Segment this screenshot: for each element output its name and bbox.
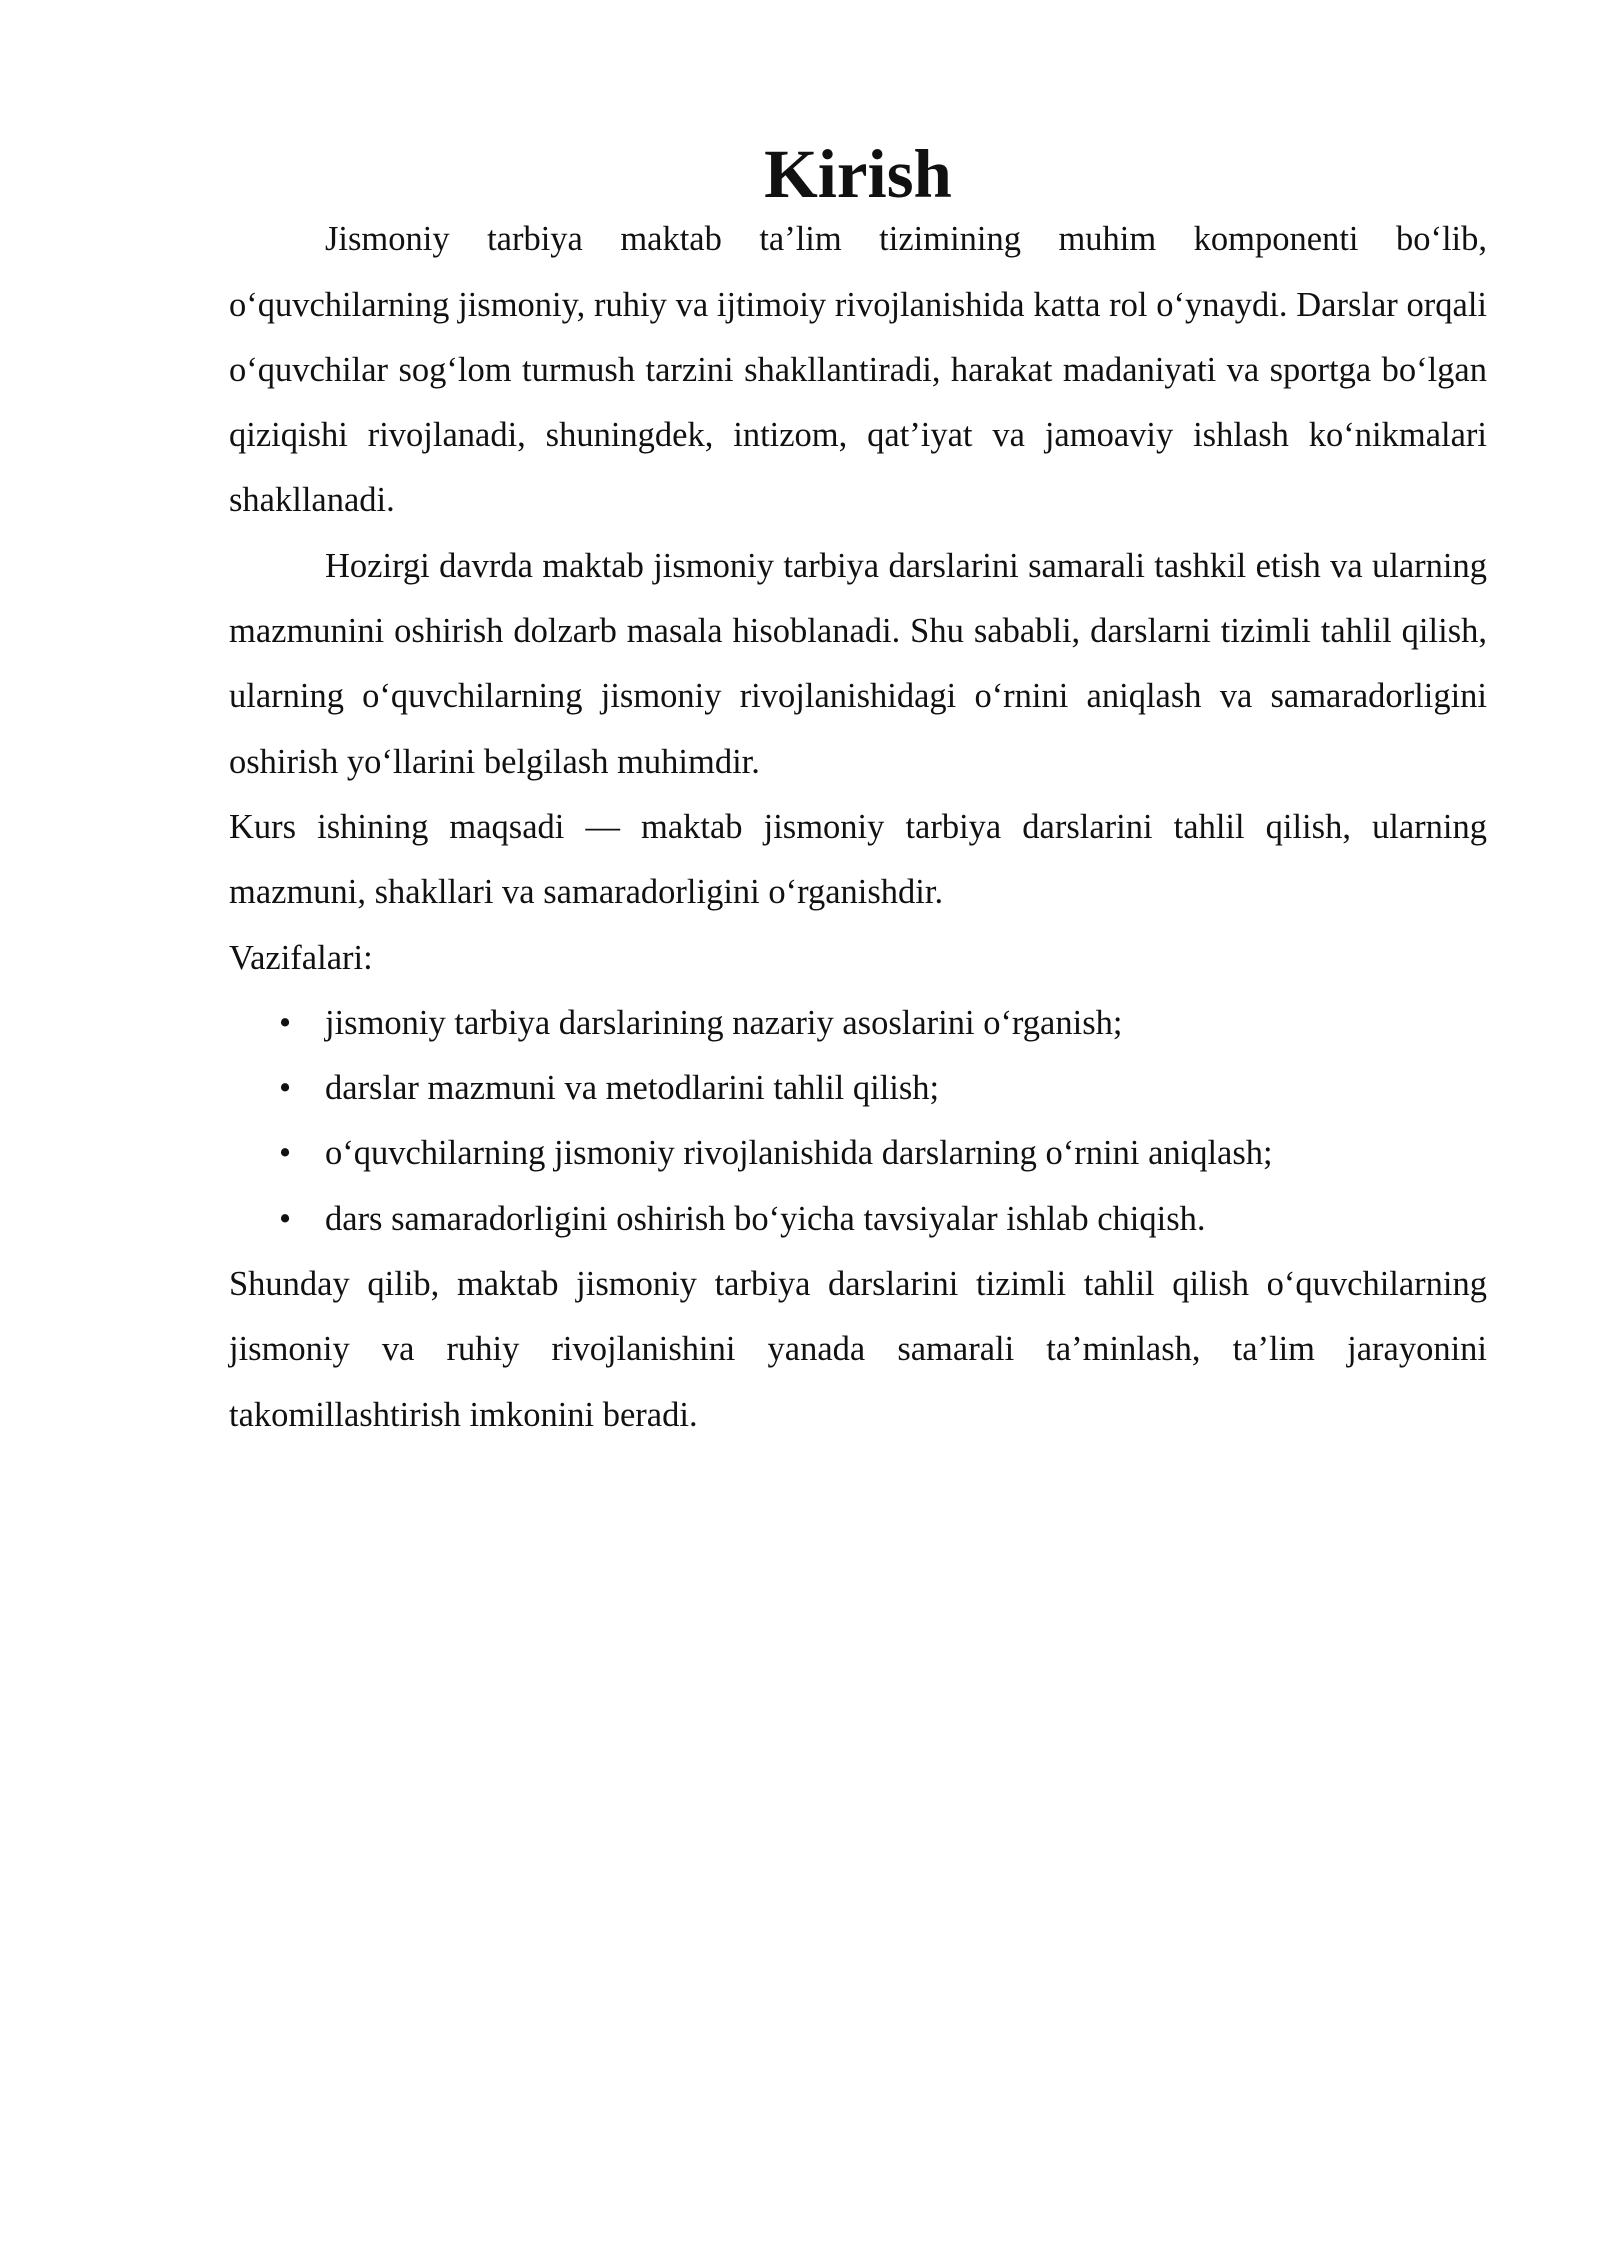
list-item [229,1187,1487,1252]
bullet-icon: • [279,1069,292,1108]
list-item-text: o‘quvchilarning jismoniy rivojlanishida darslarning o‘rnini aniqlash; [325,1134,1273,1173]
bullet-icon: • [279,1003,292,1042]
page-title: Kirish [764,136,952,212]
relevance-paragraph: Hozirgi davrda maktab jismoniy tarbiya darslarini samarali tashkil etish va ularning mazmunini oshirish dolzarb masala hisoblanadi. Shu sababli, darslarni tizimli tahlil qilish, ularning o‘quvchilarning jismoniy rivojlanishidagi o‘rnini aniqlash va samaradorligini oshirish yo‘llarini belgilash muhimdir. [229,546,1487,781]
list-item-text: darslar mazmuni va metodlarini tahlil qilish; [325,1069,940,1108]
list-item [229,1121,1487,1186]
tasks-list [229,991,1487,1252]
bullet-icon: • [279,1199,292,1238]
conclusion-paragraph: Shunday qilib, maktab jismoniy tarbiya darslarini tizimli tahlil qilish o‘quvchilarning jismoniy va ruhiy rivojlanishini yanada samarali ta’minlash, ta’lim jarayonini takomillashtirish imkonini beradi. [229,1265,1487,1434]
tasks-heading: Vazifalari: [229,938,373,977]
list-item-text: jismoniy tarbiya darslarining nazariy asoslarini o‘rganish; [325,1003,1123,1042]
list-item-text: dars samaradorligini oshirish bo‘yicha tavsiyalar ishlab chiqish. [325,1199,1206,1238]
bullet-icon: • [279,1134,292,1173]
list-item [229,1056,1487,1121]
intro-paragraph: Jismoniy tarbiya maktab ta’lim tizimining muhim komponenti bo‘lib, o‘quvchilarning jismoniy, ruhiy va ijtimoiy rivojlanishida katta rol o‘ynaydi. Darslar orqali o‘quvchilar sog‘lom turmush tarzini shakllantiradi, harakat madaniyati va sportga bo‘lgan qiziqishi rivojlanadi, shuningdek, intizom, qat’iyat va jamoaviy ishlash ko‘nikmalari shakllanadi. [229,220,1487,520]
list-item [229,991,1487,1056]
page-content [229,136,1487,1448]
goal-paragraph: Kurs ishining maqsadi — maktab jismoniy tarbiya darslarini tahlil qilish, ularning mazmuni, shakllari va samaradorligini o‘rganishdir. [229,807,1487,912]
